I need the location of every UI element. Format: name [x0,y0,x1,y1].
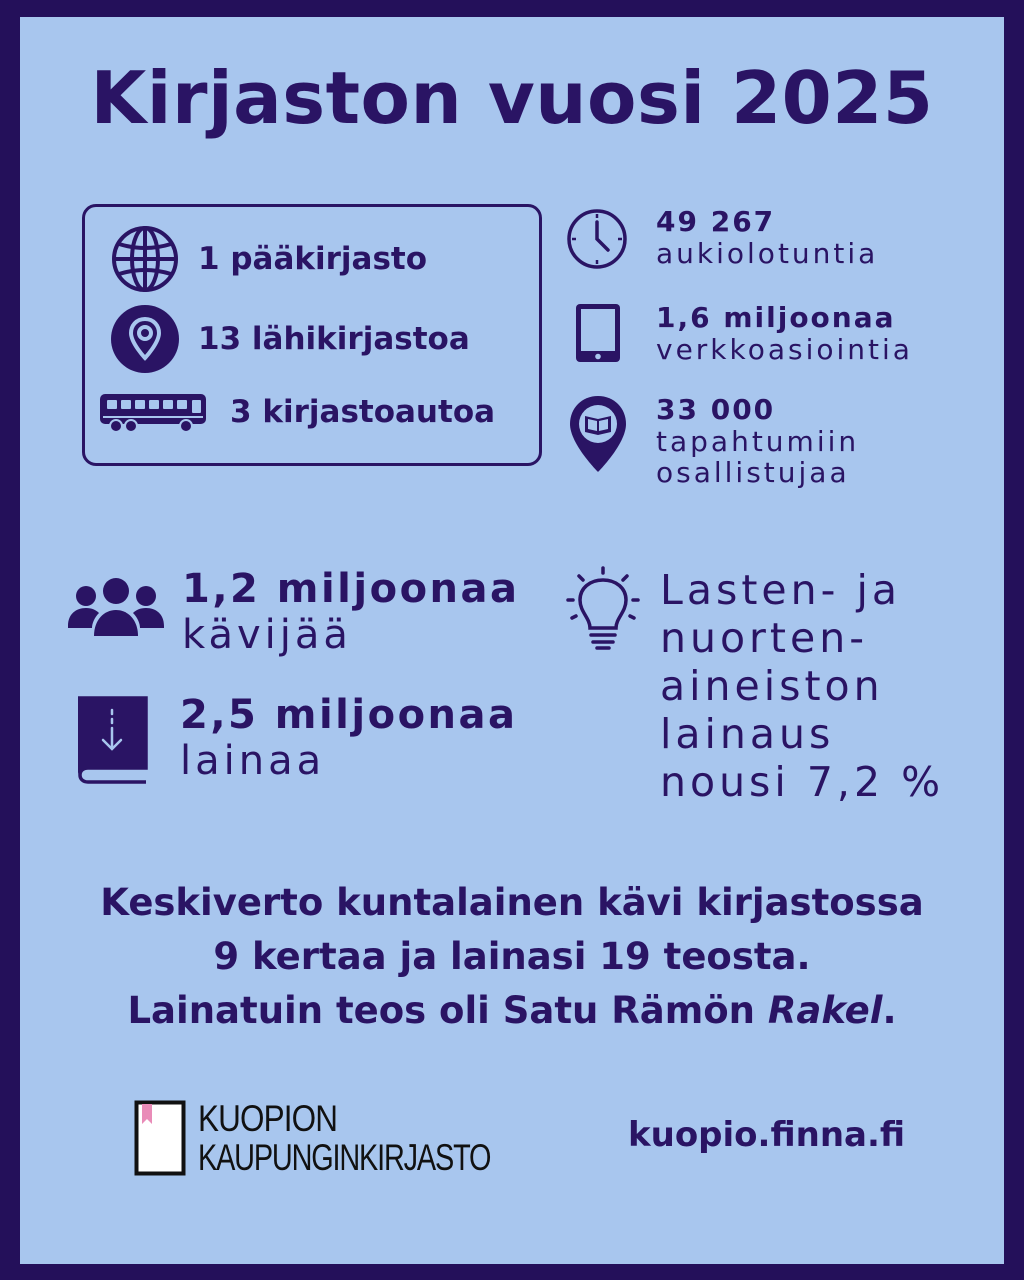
book-logo-icon [134,1100,186,1176]
location-row-branch-libraries [110,304,470,374]
stat-visitors [66,566,520,658]
bus-icon [98,390,210,434]
kids-line: nousi 7,2 % [660,758,945,806]
map-pin-icon [110,304,180,374]
stat-number: 33 000 [656,393,776,426]
lightbulb-icon [566,566,640,654]
kids-line: lainaus [660,710,835,758]
location-row-main-library [110,224,427,294]
summary-line: Lainatuin teos oli Satu Rämön Rakel. [127,989,897,1032]
stat-number: 1,2 miljoonaa [182,566,520,612]
kids-line: Lasten- ja [660,566,901,614]
stat-online-services [574,302,913,365]
book-title: Rakel [767,989,883,1032]
clock-icon [566,208,628,270]
stat-opening-hours [566,206,878,270]
stat-description: tapahtumiin [656,425,860,458]
location-row-mobile-libraries [98,390,495,434]
location-label: 1 pääkirjasto [198,241,428,277]
stat-number: 1,6 miljoonaa [656,301,896,334]
page-title: Kirjaston vuosi 2025 [90,56,934,140]
stat-loans [76,692,518,784]
website-url[interactable]: kuopio.finna.fi [628,1115,906,1155]
stat-description: aukiolotuntia [656,237,879,270]
stat-number: 2,5 miljoonaa [180,692,518,738]
summary-line: 9 kertaa ja lainasi 19 teosta. [213,935,811,978]
people-icon [66,574,166,640]
location-label: 3 kirjastoautoa [230,394,496,430]
stat-description: lainaa [180,738,326,784]
stat-description: kävijää [182,612,352,658]
logo-line: KAUPUNGINKIRJASTO [198,1137,491,1178]
library-logo [134,1100,573,1176]
stat-event-participants [568,394,859,488]
book-download-icon [76,696,148,784]
kids-line: nuorten- [660,614,868,662]
stat-description: verkkoasiointia [656,333,913,366]
stat-number: 49 267 [656,205,776,238]
summary-text [0,876,1024,1038]
kids-materials-statement [660,566,990,806]
logo-line: KUOPION [198,1098,338,1139]
globe-icon [110,224,180,294]
kids-line: aineiston [660,662,884,710]
book-pin-icon [568,394,628,474]
stat-description: osallistujaa [656,456,850,489]
summary-line: Keskiverto kuntalainen kävi kirjastossa [100,881,924,924]
location-label: 13 lähikirjastoa [198,321,470,357]
tablet-icon [574,302,622,364]
